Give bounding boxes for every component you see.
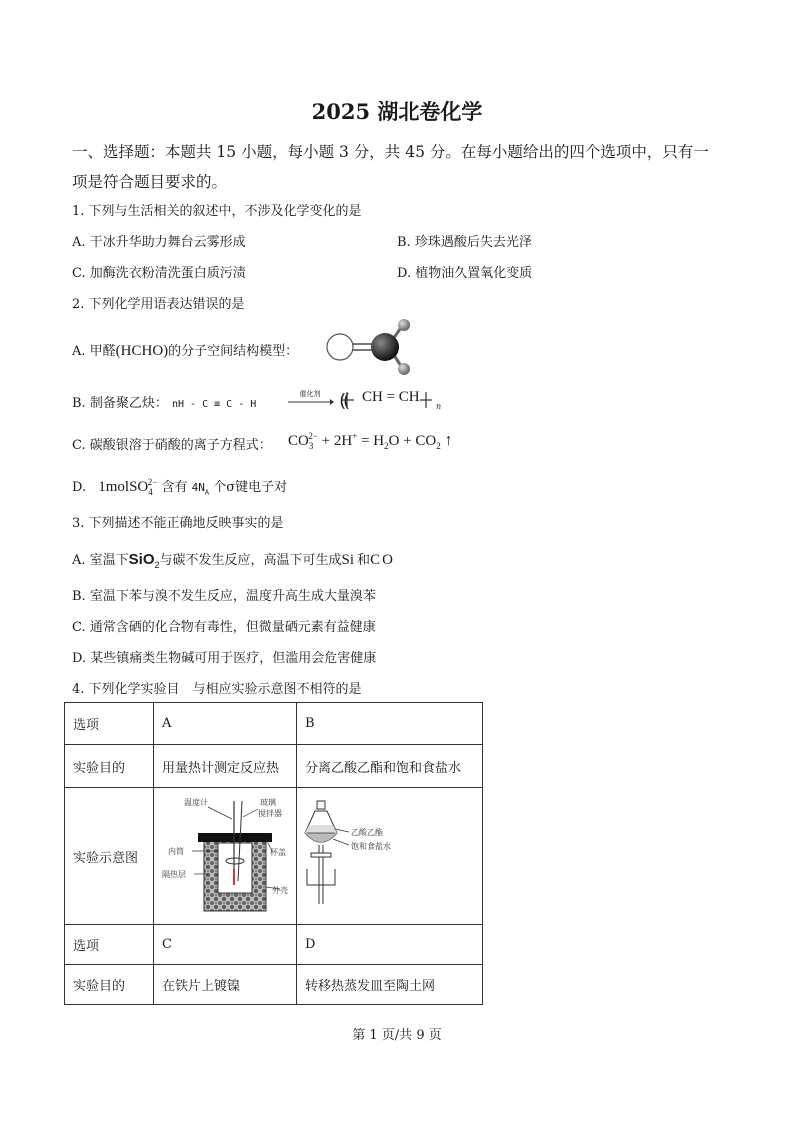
- reaction-arrow-icon: [288, 398, 334, 406]
- section-heading: 一、选择题：本题共 15 小题，每小题 3 分，共 45 分。在每小题给出的四个选项中，只有一项是符合题目要求的。: [72, 143, 709, 191]
- sulfate-sub: 4: [148, 487, 153, 497]
- label-ester: 乙酸乙酯: [351, 827, 383, 837]
- question-3-stem: 3. 下列描述不能正确地反映事实的是: [72, 516, 284, 531]
- sulfate-charge: 2−: [147, 477, 158, 487]
- question-1-option-c: C. 加酶洗衣粉清洗蛋白质污渍: [72, 266, 246, 281]
- label-thermometer: 温度计: [184, 797, 208, 807]
- sulfate-formula: [98, 479, 157, 495]
- hcho-formula-text: HCHO: [120, 343, 164, 359]
- question-3-option-b: B. 室温下苯与溴不发生反应，温度升高生成大量溴苯: [72, 589, 376, 604]
- question-3-option-a: [72, 549, 395, 570]
- q3-a-and: 和: [357, 553, 371, 568]
- option-b-prefix: B. 制备聚乙炔：: [72, 396, 168, 411]
- na-count: 4N: [191, 481, 205, 494]
- polymer-n: n: [436, 402, 442, 411]
- question-1-option-d: D. 植物油久置氧化变质: [397, 266, 533, 281]
- question-2-option-d: [72, 476, 287, 497]
- label-inner: 内筒: [168, 846, 184, 856]
- sio2-formula: SiO$_2$: [128, 551, 160, 570]
- question-4-stem: 4. 下列化学实验目 与相应实验示意图不相符的是: [72, 682, 362, 697]
- table-cell: 实验目的: [65, 745, 154, 788]
- option-d-suffix: 个σ键电子对: [213, 480, 288, 495]
- polyacetylene-repeat-unit: CH = CH: [362, 389, 420, 405]
- table-cell: B: [297, 703, 483, 745]
- table-cell: 选项: [65, 703, 154, 745]
- option-d-mid: 含有: [161, 480, 188, 495]
- q3-a-mid: 与碳不发生反应，高温下可生成: [159, 553, 342, 568]
- label-insulation: 隔热层: [162, 869, 186, 879]
- table-cell: 用量热计测定反应热: [154, 745, 297, 788]
- hcho-formula: (HCHO): [115, 343, 169, 359]
- question-1-option-b: B. 珍珠遇酸后失去光泽: [397, 235, 532, 250]
- na-sub: A: [204, 488, 210, 497]
- question-2-option-c: C. 碳酸银溶于硝酸的离子方程式：: [72, 438, 272, 453]
- question-1-option-a: A. 干冰升华助力舞台云雾形成: [72, 235, 246, 250]
- option-a-prefix: A. 甲醛: [72, 344, 116, 359]
- question-2-option-a: [72, 340, 298, 360]
- label-stirrer-1: 玻璃: [260, 797, 276, 807]
- formaldehyde-model-image: [326, 318, 416, 378]
- q3-a-prefix: A. 室温下: [72, 553, 129, 568]
- table-cell: 分离乙酸乙酯和饱和食盐水: [297, 745, 483, 788]
- table-cell: 实验目的: [65, 965, 154, 1005]
- table-row: [65, 745, 483, 788]
- label-brine: 饱和食盐水: [351, 841, 391, 851]
- table-cell: 实验示意图: [65, 788, 154, 925]
- sulfate-formula-text: 1molSO: [98, 479, 149, 495]
- separatory-funnel-diagram: [297, 789, 482, 924]
- table-cell: 选项: [65, 925, 154, 965]
- question-3-option-d: D. 某些镇痛类生物碱可用于医疗，但滥用会危害健康: [72, 651, 377, 666]
- calorimeter-cell: [154, 788, 297, 925]
- table-cell: A: [154, 703, 297, 745]
- table-row: [65, 788, 483, 925]
- acetylene-reactant: nH - C ≡ C - H: [171, 399, 257, 410]
- label-shell: 外壳: [272, 885, 288, 895]
- polyacetylene-product: ⸨: [340, 390, 350, 410]
- table-cell: C: [154, 925, 297, 965]
- co-formula: CO: [370, 552, 395, 568]
- option-d-prefix: D.: [72, 480, 87, 495]
- table-cell: 在铁片上镀镍: [154, 965, 297, 1005]
- table-cell: 转移热蒸发皿至陶土网: [297, 965, 483, 1005]
- question-2-option-b: [72, 392, 256, 411]
- ionic-equation: $CO_3^{2-} + 2H^+ = H_2O + CO_2$ ↑: [288, 431, 453, 451]
- si-formula: Si: [341, 552, 355, 568]
- option-a-suffix: 的分子空间结构模型：: [168, 344, 299, 359]
- sio2-text: SiO: [128, 551, 155, 568]
- page-footer: 第 1 页/共 9 页: [352, 1028, 442, 1043]
- question-2-stem: 2. 下列化学用语表达错误的是: [72, 297, 245, 312]
- question-1-stem: 1. 下列与生活相关的叙述中，不涉及化学变化的是: [72, 204, 362, 219]
- label-stirrer-2: 搅拌器: [258, 808, 282, 818]
- label-lid: 杯盖: [270, 847, 286, 857]
- table-row: [65, 925, 483, 965]
- table-row: [65, 703, 483, 745]
- table-cell: D: [297, 925, 483, 965]
- funnel-cell: [297, 788, 483, 925]
- page-title: 2025 湖北卷化学: [311, 99, 483, 124]
- table-row: [65, 965, 483, 1005]
- question-3-option-c: C. 通常含硒的化合物有毒性，但微量硒元素有益健康: [72, 620, 376, 635]
- reaction-condition: 催化剂: [299, 390, 321, 398]
- experiment-table: [64, 702, 483, 1005]
- calorimeter-diagram: [154, 789, 296, 924]
